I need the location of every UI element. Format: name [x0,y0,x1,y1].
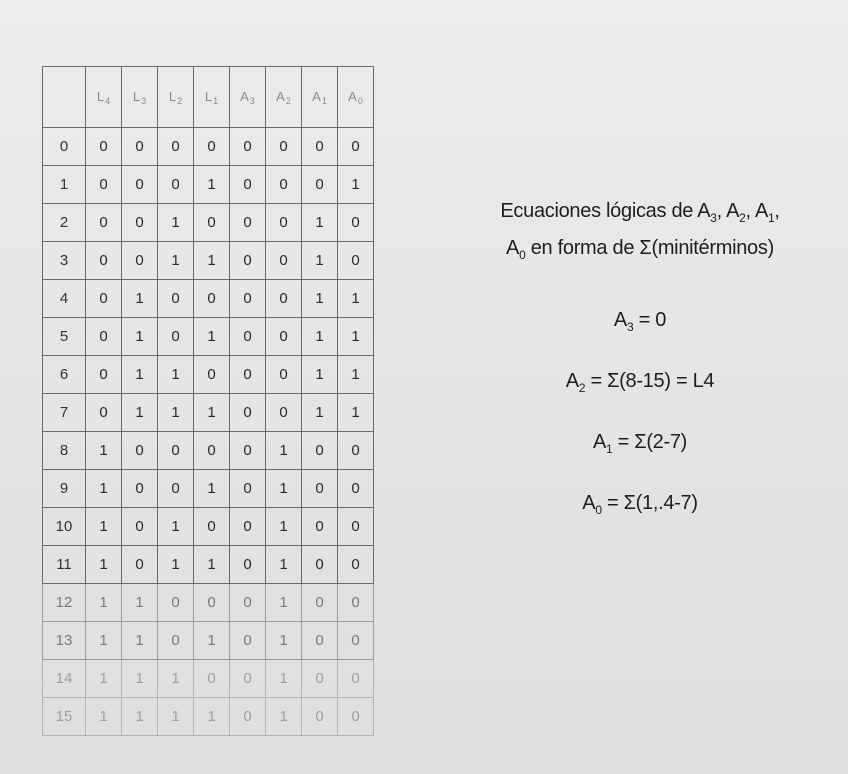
bit-cell: 0 [194,280,230,318]
bit-cell: 0 [158,280,194,318]
bit-cell: 1 [266,546,302,584]
bit-cell: 1 [302,242,338,280]
bit-cell: 1 [122,622,158,660]
bit-cell: 0 [230,318,266,356]
bit-cell: 0 [86,204,122,242]
row-index-cell: 15 [43,698,86,736]
bit-cell: 0 [230,280,266,318]
equation-a1: $A_1 = \Sigma(2-7)$ [592,431,688,456]
bit-cell: 1 [302,318,338,356]
row-index-cell: 14 [43,660,86,698]
bit-cell: 0 [338,204,374,242]
bit-cell: 0 [158,166,194,204]
bit-cell: 1 [158,242,194,280]
equation-a0: $A_0 = \Sigma(1,.4-7)$ [582,492,698,517]
bit-cell: 0 [338,546,374,584]
table-row [43,128,374,166]
table-body [43,128,374,736]
bit-cell: 0 [302,470,338,508]
header-a0: $A_0$ [338,67,374,128]
bit-cell: 1 [86,432,122,470]
bit-cell: 1 [266,698,302,736]
bit-cell: 0 [338,622,374,660]
bit-cell: 1 [122,394,158,432]
row-index-cell: 6 [43,356,86,394]
bit-cell: 1 [122,660,158,698]
row-index-cell: 0 [43,128,86,166]
bit-cell: 0 [338,660,374,698]
table-row [43,584,374,622]
bit-cell: 0 [230,128,266,166]
bit-cell: 1 [158,546,194,584]
bit-cell: 0 [266,166,302,204]
bit-cell: 1 [86,546,122,584]
bit-cell: 0 [338,128,374,166]
bit-cell: 0 [302,508,338,546]
truth-table [42,66,374,736]
bit-cell: 0 [86,166,122,204]
bit-cell: 1 [338,166,374,204]
bit-cell: 0 [302,622,338,660]
bit-cell: 1 [194,622,230,660]
bit-cell: 0 [266,318,302,356]
bit-cell: 1 [266,584,302,622]
table-row [43,546,374,584]
bit-cell: 1 [266,470,302,508]
bit-cell: 1 [194,470,230,508]
header-a1: $A_1$ [302,67,338,128]
bit-cell: 1 [122,584,158,622]
bit-cell: 1 [302,280,338,318]
bit-cell: 1 [158,394,194,432]
bit-cell: 1 [86,622,122,660]
bit-cell: 0 [122,470,158,508]
bit-cell: 0 [86,128,122,166]
bit-cell: 1 [266,660,302,698]
bit-cell: 1 [338,394,374,432]
bit-cell: 0 [230,204,266,242]
bit-cell: 1 [194,546,230,584]
bit-cell: 0 [194,356,230,394]
bit-cell: 1 [86,584,122,622]
bit-cell: 0 [230,508,266,546]
bit-cell: 0 [158,584,194,622]
row-index-cell: 10 [43,508,86,546]
bit-cell: 0 [86,318,122,356]
corner-cell [43,67,86,128]
bit-cell: 0 [230,584,266,622]
bit-cell: 0 [194,204,230,242]
bit-cell: 1 [122,318,158,356]
table-row [43,356,374,394]
bit-cell: 0 [194,584,230,622]
bit-cell: 0 [266,356,302,394]
table-row [43,660,374,698]
bit-cell: 0 [266,204,302,242]
bit-cell: 0 [230,432,266,470]
row-index-cell: 12 [43,584,86,622]
bit-cell: 0 [122,128,158,166]
table-row [43,318,374,356]
bit-cell: 1 [266,508,302,546]
bit-cell: 1 [86,470,122,508]
row-index-cell: 2 [43,204,86,242]
bit-cell: 0 [122,242,158,280]
bit-cell: 0 [194,432,230,470]
bit-cell: 0 [266,394,302,432]
bit-cell: 1 [338,318,374,356]
equations-panel [430,196,848,552]
bit-cell: 0 [158,622,194,660]
bit-cell: 0 [230,242,266,280]
bit-cell: 0 [302,660,338,698]
bit-cell: 1 [158,698,194,736]
equation-a2: $A_2 = \Sigma(8-15) = L4$ [565,370,715,395]
bit-cell: 1 [122,698,158,736]
row-index-cell: 11 [43,546,86,584]
bit-cell: 1 [158,356,194,394]
bit-cell: 0 [338,584,374,622]
bit-cell: 0 [122,508,158,546]
bit-cell: 0 [338,508,374,546]
bit-cell: 0 [302,166,338,204]
table-row [43,698,374,736]
bit-cell: 0 [230,394,266,432]
bit-cell: 0 [194,128,230,166]
bit-cell: 0 [230,356,266,394]
bit-cell: 1 [122,280,158,318]
bit-cell: 1 [86,698,122,736]
bit-cell: 0 [302,432,338,470]
row-index-cell: 9 [43,470,86,508]
bit-cell: 1 [158,204,194,242]
bit-cell: 0 [158,128,194,166]
bit-cell: 0 [158,318,194,356]
bit-cell: 0 [158,470,194,508]
bit-cell: 0 [158,432,194,470]
bit-cell: 0 [230,622,266,660]
bit-cell: 0 [302,584,338,622]
table-row [43,242,374,280]
bit-cell: 1 [266,622,302,660]
bit-cell: 1 [158,508,194,546]
bit-cell: 0 [86,356,122,394]
table-row [43,622,374,660]
bit-cell: 0 [194,508,230,546]
bit-cell: 0 [122,204,158,242]
bit-cell: 1 [302,394,338,432]
header-l2: $L_2$ [158,67,194,128]
bit-cell: 1 [302,204,338,242]
bit-cell: 1 [194,166,230,204]
bit-cell: 0 [338,242,374,280]
equations-title-line-1: Ecuaciones lógicas de $A_3$, $A_2$, $A_1$, [500,200,780,225]
row-index-cell: 4 [43,280,86,318]
table-row [43,204,374,242]
header-l3: $L_3$ [122,67,158,128]
bit-cell: 1 [194,242,230,280]
equation-a3: $A_3 = 0$ [613,309,667,334]
bit-cell: 0 [230,546,266,584]
bit-cell: 1 [194,318,230,356]
header-l4: $L_4$ [86,67,122,128]
table-row [43,166,374,204]
bit-cell: 0 [86,394,122,432]
bit-cell: 0 [230,166,266,204]
bit-cell: 0 [266,280,302,318]
table-row [43,508,374,546]
bit-cell: 0 [338,698,374,736]
bit-cell: 0 [338,470,374,508]
bit-cell: 0 [266,128,302,166]
bit-cell: 0 [230,698,266,736]
bit-cell: 0 [230,660,266,698]
bit-cell: 1 [86,660,122,698]
row-index-cell: 7 [43,394,86,432]
bit-cell: 0 [122,166,158,204]
bit-cell: 0 [230,470,266,508]
bit-cell: 1 [194,698,230,736]
bit-cell: 0 [302,128,338,166]
bit-cell: 0 [86,242,122,280]
bit-cell: 0 [302,546,338,584]
bit-cell: 1 [86,508,122,546]
bit-cell: 0 [122,432,158,470]
bit-cell: 1 [122,356,158,394]
table-header-row [43,67,374,128]
row-index-cell: 5 [43,318,86,356]
table-row [43,432,374,470]
bit-cell: 0 [194,660,230,698]
bit-cell: 1 [338,280,374,318]
table-row [43,394,374,432]
bit-cell: 0 [266,242,302,280]
row-index-cell: 8 [43,432,86,470]
bit-cell: 0 [86,280,122,318]
table-row [43,280,374,318]
bit-cell: 0 [302,698,338,736]
bit-cell: 1 [158,660,194,698]
row-index-cell: 3 [43,242,86,280]
header-a3: $A_3$ [230,67,266,128]
equations-title-line-2: $A_0$ en forma de Σ(minitérminos) [506,237,774,262]
row-index-cell: 1 [43,166,86,204]
bit-cell: 1 [266,432,302,470]
bit-cell: 1 [338,356,374,394]
table-row [43,470,374,508]
header-a2: $A_2$ [266,67,302,128]
header-l1: $L_1$ [194,67,230,128]
bit-cell: 0 [122,546,158,584]
bit-cell: 1 [194,394,230,432]
row-index-cell: 13 [43,622,86,660]
bit-cell: 1 [302,356,338,394]
bit-cell: 0 [338,432,374,470]
